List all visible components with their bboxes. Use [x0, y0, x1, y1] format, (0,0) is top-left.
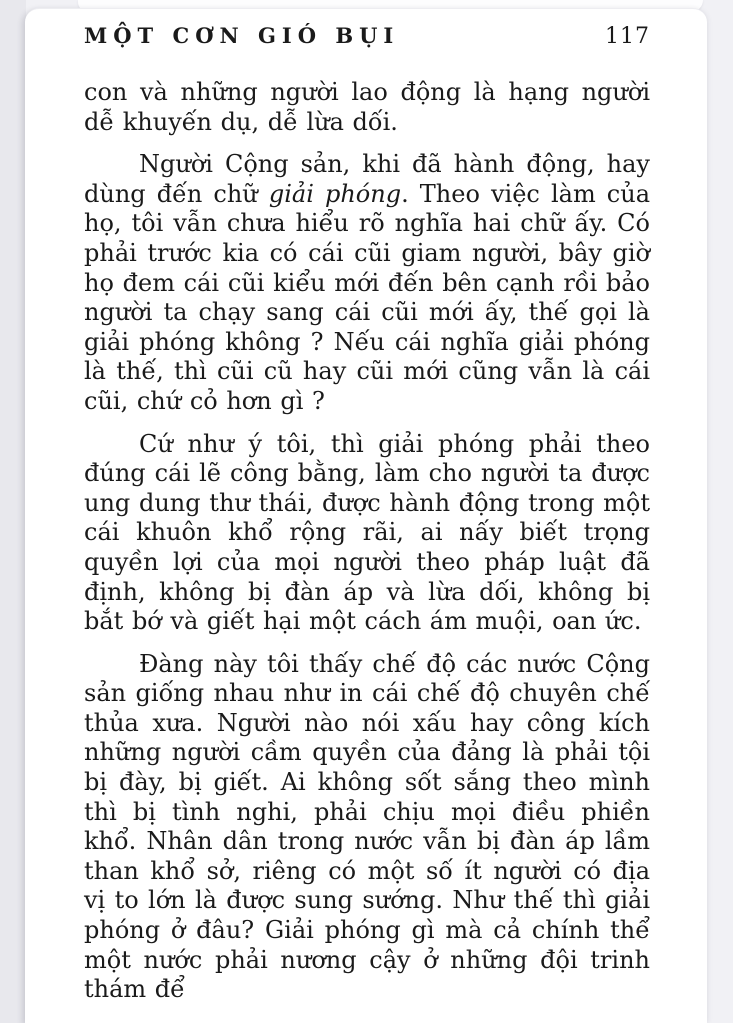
- paragraph-cong-bang: Cứ như ý tôi, thì giải phóng phải theo đúng cái lẽ công bằng, làm cho người ta được ung dung thư thái, được hành động trong một cái khuôn khổ rộng rãi, ai nấy biết trọng quyền lợi của mọi người theo pháp luật đã định, không bị đàn áp và lừa dối, không bị bắt bớ và giết hại một cách ám muội, oan ức.: [84, 429, 650, 636]
- italic-term-giai-phong: giải phóng: [268, 179, 402, 208]
- paragraph-giai-phong-pre: Người Cộng sản, khi đã hành động, hay dùng đến chữ: [84, 150, 650, 208]
- running-title: MỘT CƠN GIÓ BỤI: [84, 23, 400, 48]
- paragraph-continuation: con và những người lao động là hạng người dễ khuyến dụ, dễ lừa dối.: [84, 78, 650, 136]
- scanned-book-page: [25, 8, 707, 1023]
- page-number: 117: [605, 24, 650, 49]
- paragraph-giai-phong: [84, 150, 650, 416]
- page-header: [84, 23, 650, 49]
- paragraph-giai-phong-post: . Theo việc làm của họ, tôi vẫn chưa hiểu rõ nghĩa hai chữ ấy. Có phải trước kia có cái cũi giam người, bây giờ họ đem cái cũi kiểu mới đến bên cạnh rồi bảo người ta chạy sang cái cũi mới ấy, thế gọi là giải phóng không ? Nếu cái nghĩa giải phóng là thế, thì cũi cũ hay cũi mới cũng vẫn là cái cũi, chứ cỏ hơn gì ?: [84, 179, 650, 415]
- paragraph-che-do: Đàng này tôi thấy chế độ các nước Cộng sản giống nhau như in cái chế độ chuyên chế thủa xưa. Người nào nói xấu hay công kích những người cầm quyền của đảng là phải tội bị đày, bị giết. Ai không sốt sắng theo mình thì bị tình nghi, phải chịu mọi điều phiền khổ. Nhân dân trong nước vẫn bị đàn áp lầm than khổ sở, riêng có một số ít người có địa vị to lớn là được sung sướng. Như thế thì giải phóng ở đâu? Giải phóng gì mà cả chính thể một nước phải nương cậy ở những đội trinh thám để: [84, 649, 650, 1004]
- page-body-text: [84, 78, 650, 1005]
